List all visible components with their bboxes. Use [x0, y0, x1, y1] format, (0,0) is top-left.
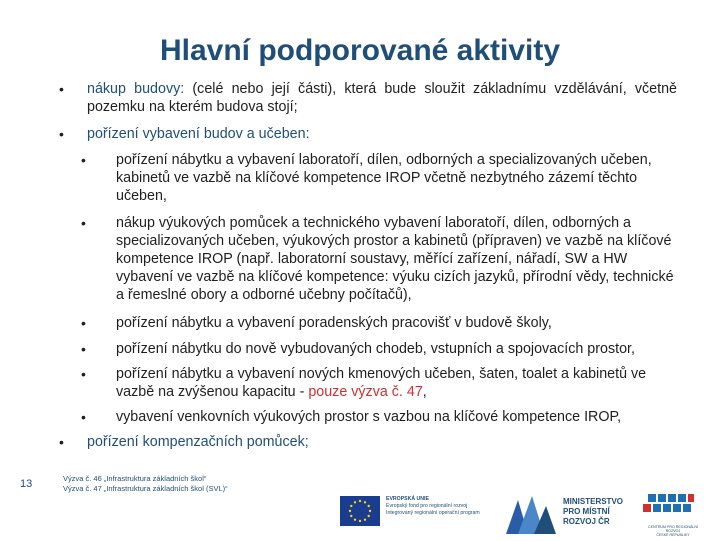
item-tail: ,	[422, 384, 427, 400]
list-item: nákup výukových pomůcek a technického vybavení laboratoří, dílen, odborných a specializovaných učeben, výukových prostor a kabinetů (přípraven) ve vazbě na klíčové kompetence IROP (např. laboratorní soustavy, měřící zařízení, nářadí, SW a HW vybavení ve vazbě na klíčové kompetence: výuku cizích jazyků, přírodní vědy, technické a řemeslné obory a odborné učebny počítačů),	[116, 215, 674, 303]
ministry-logo-icon	[504, 494, 558, 536]
bullet-marker: •	[81, 215, 86, 231]
footer-text	[63, 474, 228, 494]
list-item	[87, 433, 677, 451]
eu-label: EVROPSKÁ UNIE	[386, 496, 429, 502]
ministry-line: MINISTERSTVO	[563, 497, 624, 506]
slide-number: 13	[20, 478, 33, 490]
item-highlight: pouze výzva č. 47	[308, 384, 423, 400]
item-text: (celé nebo její části), která bude sloužit základnímu vzdělávání, včetně pozemku na kterém budova stojí;	[87, 81, 677, 115]
ministry-logo-text	[563, 497, 623, 527]
item-text: pořízení nábytku a vybavení nových kmenových učeben, šaten, toalet a kabinetů ve vazbě na zvýšenou kapacitu -	[116, 366, 647, 400]
eu-line: Evropský fond pro regionální rozvoj	[386, 503, 468, 509]
eu-line: Integrovaný regionální operační program	[386, 510, 480, 516]
crr-line: ČESKÉ REPUBLIKY	[656, 533, 690, 538]
bullet-marker: •	[81, 409, 86, 425]
list-item	[87, 80, 677, 116]
eu-logo-text	[386, 496, 506, 517]
list-item: pořízení nábytku a vybavení poradenských pracovišť v budově školy,	[116, 315, 552, 331]
ministry-line: ROZVOJ ČR	[563, 517, 610, 526]
bullet-marker: •	[81, 341, 86, 357]
bullet-marker: •	[81, 152, 86, 168]
crr-logo-text	[642, 525, 704, 538]
slide-title: Hlavní podporované aktivity	[159, 34, 561, 67]
bullet-marker: •	[59, 126, 64, 142]
list-item	[87, 125, 677, 143]
list-item	[116, 365, 676, 401]
bullet-marker: •	[59, 81, 64, 97]
list-item: pořízení nábytku do nově vybudovaných chodeb, vstupních a spojovacích prostor,	[116, 341, 635, 357]
ministry-line: PRO MÍSTNÍ	[563, 507, 610, 516]
footer-line: Výzva č. 47 „Infrastruktura základních škol (SVL)“	[63, 484, 228, 493]
list-item: pořízení nábytku a vybavení laboratoří, dílen, odborných a specializovaných učeben, kabinetů ve vazbě na klíčové kompetence IROP včetně nezbytného zázemí těchto učeben,	[116, 152, 652, 204]
bullet-marker: •	[81, 315, 86, 331]
item-lead: nákup budovy:	[87, 81, 185, 97]
bullet-marker: •	[81, 366, 86, 382]
bullet-marker: •	[59, 434, 64, 450]
list-item: vybavení venkovních výukových prostor s vazbou na klíčové kompetence IROP,	[116, 409, 622, 425]
item-lead: pořízení kompenzačních pomůcek;	[87, 434, 309, 450]
item-lead: pořízení vybavení budov a učeben:	[87, 126, 310, 142]
crr-line: CENTRUM PRO REGIONÁLNÍ ROZVOJ	[648, 525, 698, 534]
eu-flag-icon	[340, 496, 380, 526]
footer-line: Výzva č. 46 „Infrastruktura základních škol“	[63, 474, 207, 483]
